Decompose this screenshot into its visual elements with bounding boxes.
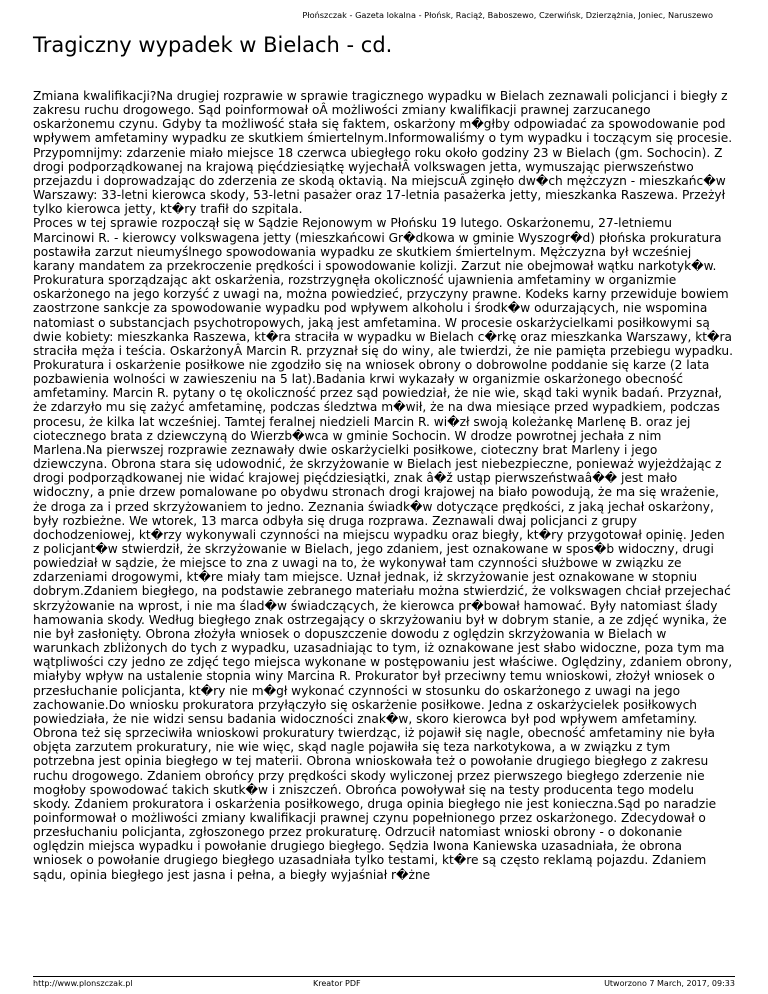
- footer-created-date: Utworzono 7 March, 2017, 09:33: [604, 979, 735, 988]
- article-title: Tragiczny wypadek w Bielach - cd.: [33, 33, 393, 57]
- footer-creator: Kreator PDF: [313, 979, 361, 988]
- article-paragraph: Proces w tej sprawie rozpoczął się w Sądzie Rejonowym w Płońsku 19 lutego. Oskarżonemu, 27-letniemu Marcinowi R. - kierowcy volkswagena jetty (mieszkańcowi Gr�dkowa w gminie Wyszogr�d) płońska prokuratura postawiła zarzut nieumyślnego spowodowania wypadku ze skutkiem śmiertelnym. Mężczyzna był wcześniej karany mandatem za przekroczenie prędkości i spowodowanie kolizji. Zarzut nie obejmował wątku narkotyk�w. Prokuratura sporządzając akt oskarżenia, rozstrzygnęła okoliczność ujawnienia amfetaminy w organizmie oskarżonego na jego korzyść z uwagi na, można powiedzieć, przyczyny prawne. Kodeks karny przewiduje bowiem zaostrzone sankcje za spowodowanie wypadku pod wpływem alkoholu i środk�w odurzających, nie wspomina natomiast o substancjach psychotropowych, jaką jest amfetamina. W procesie oskarżycielkami posiłkowymi są dwie kobiety: mieszkanka Raszewa, kt�ra straciła w wypadku w Bielach c�rkę oraz mieszkanka Warszawy, kt�ra straciła męża i teścia. OskarżonyÂ Marcin R. przyznał się do winy, ale twierdzi, że nie pamięta przebiegu wypadku. Prokuratura i oskarżenie posiłkowe nie zgodziło się na wniosek obrony o dobrowolne poddanie się karze (2 lata pozbawienia wolności w zawieszeniu na 5 lat).Badania krwi wykazały w organizmie oskarżonego obecność amfetaminy. Marcin R. pytany o tę okoliczność przez sąd powiedział, że nie wie, skąd taki wynik badań. Przyznał, że zdarzyło mu się zażyć amfetaminę, podczas śledztwa m�wił, że na dwa miesiące przed wypadkiem, podczas procesu, że kilka lat wcześniej. Tamtej feralnej niedzieli Marcin R. wi�zł swoją koleżankę Marlenę B. oraz jej ciotecznego brata z dziewczyną do Wierzb�wca w gminie Sochocin. W drodze powrotnej jechała z nim Marlena.Na pierwszej rozprawie zeznawały dwie oskarżycielki posiłkowe, cioteczny brat Marleny i jego dziewczyna. Obrona stara się udowodnić, że skrzyżowanie w Bielach jest niebezpieczne, ponieważ wyjeżdżając z drogi podporządkowanej nie widać krajowej pięćdziesiątki, znak â�ž ustąp pierwszeństwaâ�� jest mało widoczny, a pnie drzew pomalowane po obydwu stronach drogi krajowej na biało powodują, że ma się wrażenie, że droga za i przed skrzyżowaniem to jedno. Zeznania świadk�w dotyczące prędkości, z jaką jechał oskarżony, były rozbieżne. We wtorek, 13 marca odbyła się druga rozprawa. Zeznawali dwaj policjanci z grupy dochodzeniowej, kt�rzy wykonywali czynności na miejscu wypadku oraz biegły, kt�ry przygotował opinię. Jeden z policjant�w stwierdził, że skrzyżowanie w Bielach, jego zdaniem, jest oznakowane w spos�b widoczny, drugi powiedział w sądzie, że miejsce to zna z uwagi na to, że wykonywał tam czynności służbowe w związku ze zdarzeniami drogowymi, kt�re miały tam miejsce. Uznał jednak, iż skrzyżowanie jest oznakowane w stopniu dobrym.Zdaniem biegłego, na podstawie zebranego materiału można stwierdzić, że volkswagen chciał przejechać skrzyżowanie na wprost, i nie ma ślad�w świadczących, że kierowca pr�bował hamować. Były natomiast ślady hamowania skody. Według biegłego znak ostrzegający o skrzyżowaniu był w dobrym stanie, a ze zdjęć wynika, że nie był zasłonięty. Obrona złożyła wniosek o dopuszczenie dowodu z oględzin skrzyżowania w Bielach w warunkach zbliżonych do tych z wypadku, uzasadniając to tym, iż oznakowane jest słabo widoczne, poza tym ma wątpliwości czy jedno ze zdjęć tego miejsca wykonane w postępowaniu jest właściwe. Oględziny, zdaniem obrony, miałyby wpływ na ustalenie stopnia winy Marcina R. Prokurator był przeciwny temu wnioskowi, złożył wniosek o przesłuchanie policjanta, kt�ry nie m�gł wykonać czynności w stosunku do oskarżonego z uwagi na jego zachowanie.Do wniosku prokuratora przyłączyło się oskarżenie posiłkowe. Jedna z oskarżycielek posiłkowych powiedziała, że nie widzi sensu badania widoczności znak�w, skoro kierowca był pod wpływem amfetaminy. Obrona też się sprzeciwiła wnioskowi prokuratury twierdząc, iż pojawił się nagle, obecność amfetaminy nie była objęta zarzutem prokuratury, nie wie więc, skąd nagle pojawiła się teza narkotykowa, a w związku z tym potrzebna jest opinia biegłego w tej materii. Obrona wnioskowała też o powołanie drugiego biegłego z zakresu ruchu drogowego. Zdaniem obrońcy przy prędkości skody wyliczonej przez pierwszego biegłego zderzenie nie mogłoby spowodować takich skutk�w i zniszczeń. Obrońca powoływał się na testy producenta tego modelu skody. Zdaniem prokuratora i oskarżenia posiłkowego, druga opinia biegłego nie jest konieczna.Sąd po naradzie poinformował o możliwości zmiany kwalifikacji prawnej czynu popełnionego przez oskarżonego. Zdecydował o przesłuchaniu policjanta, zgłoszonego przez prokuraturę. Odrzucił natomiast wnioski obrony - o dokonanie oględzin miejsca wypadku i powołanie drugiego biegłego. Sędzia Iwona Kaniewska uzasadniała, że obrona wniosek o powołanie drugiego biegłego uzasadniała tylko testami, kt�re są często reklamą pojazdu. Zdaniem sądu, opinia biegłego jest jasna i pełna, a biegły wyjaśniał r�żne: [33, 216, 734, 882]
- page-footer: [33, 976, 735, 988]
- footer-url-link[interactable]: http://www.plonszczak.pl: [33, 979, 133, 988]
- site-header-line: Płońszczak - Gazeta lokalna - Płońsk, Raciąż, Baboszewo, Czerwińsk, Dzierzążnia, Joniec, Naruszewo: [302, 10, 713, 20]
- article-body: [33, 89, 733, 882]
- article-paragraph: Zmiana kwalifikacji?Na drugiej rozprawie w sprawie tragicznego wypadku w Bielach zeznawali policjanci i biegły z zakresu ruchu drogowego. Sąd poinformował oÂ możliwości zmiany kwalifikacji prawnej zarzucanego oskarżonemu czynu. Gdyby ta możliwość stała się faktem, oskarżony m�głby odpowiadać za spowodowanie pod wpływem amfetaminy wypadku ze skutkiem śmiertelnym.Informowaliśmy o tym wypadku i toczącym się procesie. Przypomnijmy: zdarzenie miało miejsce 18 czerwca ubiegłego roku około godziny 23 w Bielach (gm. Sochocin). Z drogi podporządkowanej na krajową pięćdziesiątkę wyjechałÂ volkswagen jetta, wymuszając pierwszeństwo przejazdu i doprowadzając do zderzenia ze skodą oktavią. Na miejscuÂ zginęło dw�ch mężczyzn - mieszkańc�w Warszawy: 33-letni kierowca skody, 53-letni pasażer oraz 17-letnia pasażerka jetty, mieszkanka Raszewa. Przeżył tylko kierowca jetty, kt�ry trafił do szpitala.: [33, 89, 733, 217]
